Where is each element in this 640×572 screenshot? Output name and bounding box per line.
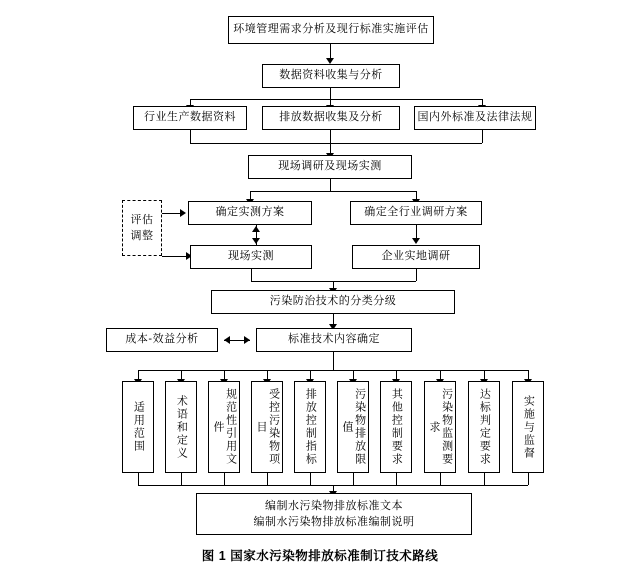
content-item-4: 受控污染物项目 (251, 381, 283, 473)
arrowhead-n8-n11 (412, 238, 420, 244)
node-standard-technical-content: 标准技术内容确定 (256, 328, 412, 352)
node-determine-industry-survey-plan: 确定全行业调研方案 (350, 201, 482, 225)
connector-n4-down (330, 130, 331, 143)
node-standard-text-drafting (196, 493, 472, 535)
node-requirement-analysis: 环境管理需求分析及现行标准实施评估 (228, 16, 434, 44)
node-standards-and-laws: 国内外标准及法律法规 (414, 106, 536, 130)
down-col-1 (138, 473, 139, 485)
connector-n2-branch (330, 88, 331, 99)
node-evaluation-adjustment (122, 200, 162, 256)
connector-row5-bus (250, 191, 416, 192)
down-col-6 (353, 473, 354, 485)
evaluation-line-1: 评估 (130, 213, 154, 226)
connector-n10-down (251, 269, 252, 281)
arrowhead-n13-n14-right (244, 336, 250, 344)
content-item-5: 排放控制指标 (294, 381, 326, 473)
connector-eval-n7 (162, 213, 180, 214)
figure-caption: 图 1 国家水污染物排放标准制订技术路线 (201, 549, 439, 563)
content-item-8: 污染物监测要求 (424, 381, 456, 473)
connector-content-bus (138, 370, 528, 371)
final-line-2: 编制水污染物排放标准编制说明 (253, 516, 415, 528)
down-col-4 (267, 473, 268, 485)
down-col-5 (310, 473, 311, 485)
content-item-10: 实施与监督 (512, 381, 544, 473)
evaluation-line-2: 调整 (130, 230, 154, 242)
down-col-9 (484, 473, 485, 485)
content-item-2: 术语和定义 (165, 381, 197, 473)
node-field-survey: 现场调研及现场实测 (248, 155, 412, 179)
node-data-collection: 数据资料收集与分析 (262, 64, 400, 88)
connector-n6-down (330, 179, 331, 191)
connector-n11-down (416, 269, 417, 281)
connector-eval-n10 (162, 256, 186, 257)
arrowhead-n7-n10-down (252, 238, 260, 244)
arrowhead-eval-n7 (180, 209, 186, 217)
node-enterprise-field-survey: 企业实地调研 (352, 245, 480, 269)
node-cost-benefit-analysis: 成本-效益分析 (106, 328, 218, 352)
connector-n14-down (333, 352, 334, 370)
node-industry-production-data: 行业生产数据资料 (133, 106, 247, 130)
content-item-9: 达标判定要求 (468, 381, 500, 473)
connector-n3-down (190, 130, 191, 143)
content-item-1: 适用范围 (122, 381, 154, 473)
arrowhead-n10-n7-up (252, 226, 260, 232)
down-col-2 (181, 473, 182, 485)
content-item-6: 污染物排放限值 (337, 381, 369, 473)
down-col-7 (396, 473, 397, 485)
down-col-10 (528, 473, 529, 485)
node-emission-data-analysis: 排放数据收集及分析 (262, 106, 400, 130)
node-field-measurement: 现场实测 (190, 245, 312, 269)
down-col-3 (224, 473, 225, 485)
arrowhead-n14-n13-left (224, 336, 230, 344)
final-line-1: 编制水污染物排放标准文本 (265, 499, 403, 512)
down-col-8 (440, 473, 441, 485)
content-item-7: 其他控制要求 (380, 381, 412, 473)
connector-n5-down (482, 130, 483, 143)
content-item-3: 规范性引用文件 (208, 381, 240, 473)
node-determine-measurement-plan: 确定实测方案 (188, 201, 312, 225)
connector-row3-bus (190, 99, 482, 100)
node-pollution-control-tech-classification: 污染防治技术的分类分级 (211, 290, 455, 314)
connector-row4-bus (190, 143, 482, 144)
